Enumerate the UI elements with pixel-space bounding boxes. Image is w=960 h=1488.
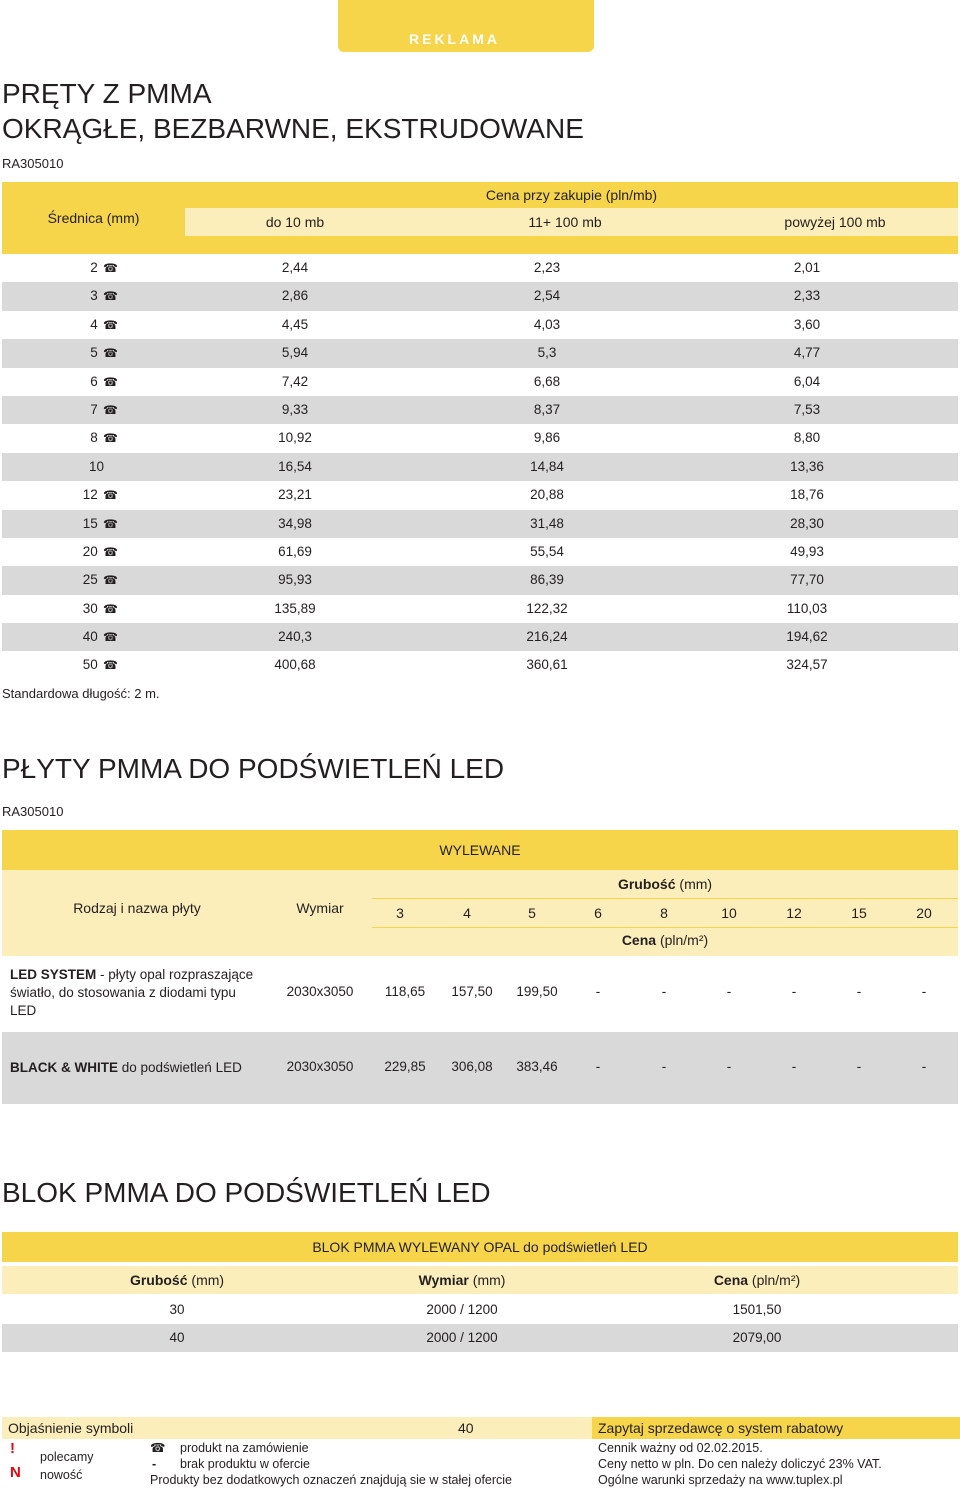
thickness-value: 10 [721,905,737,921]
thickness-value: 8 [660,905,668,921]
price-cell-value: 7,53 [793,401,821,417]
price-cell [762,623,852,651]
price-cell [762,424,852,452]
diameter-cell [2,566,118,594]
price-cell [502,481,592,509]
price-header-bold: Cena [621,932,657,948]
plate-price: 199,50 [516,984,558,999]
plate-price: 383,46 [516,1059,558,1074]
dimension-header: Wymiar [296,900,344,916]
banner-label: REKLAMA [409,31,500,47]
price-cell-value: 400,68 [274,657,316,673]
price-cell-value: 194,62 [786,629,828,645]
price-cell [250,453,340,481]
diameter-cell-value: 12 [82,487,98,503]
diameter-cell-value: 6 [90,373,98,389]
price-cell [250,368,340,396]
plate-price: 229,85 [384,1059,426,1074]
price-cell-value: 86,39 [530,572,564,588]
diameter-cell [2,481,118,509]
none-symbol: - [152,1457,157,1471]
phone-icon: ☎ [99,402,118,417]
plate-price: - [661,1059,667,1074]
price-cell [250,311,340,339]
price-cell-value: 110,03 [786,600,828,616]
block-price: 2079,00 [732,1330,782,1345]
none-label: brak produktu w ofercie [180,1457,310,1471]
diameter-cell [2,396,118,424]
price-cell [502,396,592,424]
block-dimension-header [382,1266,542,1294]
plate-price: 118,65 [384,984,426,999]
standard-offer-note: Produkty bez dodatkowych oznaczeń znajdują sie w stałej ofercie [150,1473,513,1487]
diameter-cell [2,453,104,481]
phone-icon: ☎ [99,374,118,389]
phone-icon: ☎ [99,573,118,588]
price-cell [762,311,852,339]
diameter-cell-value: 50 [82,657,98,673]
price-cell-value: 5,3 [537,345,557,361]
price-cell [502,453,592,481]
plate-price: - [856,984,862,999]
led-plates-table-header [2,870,958,956]
phone-icon: ☎ [150,1441,166,1455]
price-cell [502,311,592,339]
price-cell [502,424,592,452]
thickness-header-unit: (mm) [679,876,713,892]
net-prices-note: Ceny netto w pln. Do cen należy doliczyć 23% VAT. [598,1457,882,1471]
terms-note: Ogólne warunki sprzedaży na www.tuplex.pl [598,1473,843,1487]
price-cell-value: 2,33 [793,288,821,304]
block-dimension: 2000 / 1200 [426,1330,498,1345]
block-table-header [2,1266,958,1294]
diameter-cell-value: 25 [82,572,98,588]
price-cell-value: 20,88 [530,487,564,503]
price-cell-value: 4,03 [533,316,561,332]
price-cell [762,453,852,481]
block-thickness-header [102,1266,252,1294]
price-header: Cena przy zakupie (pln/mb) [485,187,658,203]
thickness-value: 12 [786,905,802,921]
price-cell [762,254,852,282]
diameter-cell-value: 10 [88,458,104,474]
price-cell-value: 2,01 [793,260,821,275]
diameter-cell [2,651,118,679]
price-cell-value: 7,42 [281,373,309,389]
block-thickness: 30 [169,1302,185,1317]
plate-price: - [595,984,601,999]
price-cell-value: 23,21 [278,487,312,503]
price-cell-value: 216,24 [526,629,568,645]
phone-icon: ☎ [99,317,118,332]
price-cell [502,510,592,538]
header-unit: (pln/m²) [748,1272,801,1288]
header-bold: Cena [713,1272,749,1288]
diameter-cell-value: 15 [82,515,98,531]
price-cell-value: 14,84 [530,458,564,474]
price-cell [762,282,852,310]
phone-icon: ☎ [99,261,118,275]
thickness-value: 4 [463,905,471,921]
price-cell-value: 4,45 [281,316,309,332]
table-row [2,566,958,594]
plate-name-desc: do podświetleń LED [118,1060,242,1075]
diameter-cell-value: 4 [90,316,98,332]
section3-title: BLOK PMMA DO PODŚWIETLEŃ LED [2,1177,491,1208]
diameter-cell-value: 2 [90,260,98,275]
thickness-value: 15 [851,905,867,921]
diameter-cell-value: 30 [82,600,98,616]
table-row [2,424,958,452]
on-order-label: produkt na zamówienie [180,1441,309,1455]
thickness-value: 3 [396,905,404,921]
thickness-value: 5 [528,905,536,921]
table-row [2,396,958,424]
standard-length-note: Standardowa długość: 2 m. [2,686,160,701]
diameter-cell-value: 40 [82,629,98,645]
price-cell [762,396,852,424]
col-header-2: 11+ 100 mb [528,214,602,230]
thickness-header-bold: Grubość [617,876,676,892]
table-row [2,481,958,509]
plate-type-header: Rodzaj i nazwa płyty [73,900,201,916]
price-cell-value: 18,76 [790,487,824,503]
phone-icon: ☎ [99,431,118,446]
phone-icon: ☎ [99,658,118,673]
plate-dimension: 2030x3050 [286,1059,354,1074]
table-row [2,956,958,1028]
plate-price: 157,50 [451,984,493,999]
price-cell-value: 3,60 [793,316,821,332]
diameter-cell [2,282,118,310]
plate-price: - [921,1059,927,1074]
table-row [2,254,958,282]
price-cell-value: 122,32 [526,600,568,616]
plate-name [10,966,260,1020]
table-row [2,311,958,339]
price-cell [250,282,340,310]
exclamation-icon: ! [10,1440,15,1457]
price-cell [250,538,340,566]
price-cell [762,538,852,566]
price-cell [762,651,852,679]
rebate-note: Zapytaj sprzedawcę o system rabatowy [592,1417,960,1439]
table-row [2,1324,958,1352]
diameter-cell [2,623,118,651]
table-row [2,368,958,396]
plate-name [10,1059,270,1077]
price-cell-value: 8,80 [793,430,821,446]
section2-code: RA305010 [2,804,64,819]
price-cell [502,595,592,623]
plate-name-bold: BLACK & WHITE [10,1060,118,1075]
block-thickness: 40 [169,1330,185,1345]
section1-code: RA305010 [2,156,64,171]
diameter-header: Średnica (mm) [47,210,140,226]
valid-date: Cennik ważny od 02.02.2015. [598,1441,763,1455]
price-cell [502,254,592,282]
plate-price: - [856,1059,862,1074]
price-cell [762,595,852,623]
price-cell [502,282,592,310]
table-row [2,651,958,679]
price-cell-value: 2,44 [281,260,309,275]
diameter-cell-value: 20 [82,543,98,559]
plate-price: - [661,984,667,999]
block-price: 1501,50 [732,1302,782,1317]
plate-dimension: 2030x3050 [286,984,354,999]
col-header-3: powyżej 100 mb [784,214,886,230]
price-cell [762,368,852,396]
price-cell-value: 77,70 [790,572,824,588]
col-header-1: do 10 mb [265,214,325,230]
price-cell-value: 13,36 [790,458,824,474]
block-price-header [682,1266,832,1294]
diameter-cell [2,254,118,282]
diameter-cell-value: 3 [90,288,98,304]
diameter-cell [2,424,118,452]
section1-title: PRĘTY Z PMMA [2,78,212,109]
price-cell [250,396,340,424]
price-cell [250,481,340,509]
price-cell [250,651,340,679]
price-cell-value: 2,54 [533,288,561,304]
table-row [2,510,958,538]
thickness-value: 20 [916,905,932,921]
page-number: 40 [458,1420,474,1436]
header-unit: (mm) [187,1272,225,1288]
price-cell [250,254,340,282]
plate-price: 306,08 [451,1059,493,1074]
phone-icon: ☎ [99,630,118,645]
price-cell [502,538,592,566]
price-cell [762,339,852,367]
price-cell [250,510,340,538]
price-cell [762,566,852,594]
plate-price: - [791,984,797,999]
price-cell [502,651,592,679]
table-row [2,282,958,310]
diameter-cell [2,311,118,339]
price-cell [250,623,340,651]
price-cell [250,566,340,594]
block-dimension: 2000 / 1200 [426,1302,498,1317]
diameter-cell-value: 5 [90,345,98,361]
price-cell-value: 9,33 [281,401,309,417]
phone-icon: ☎ [99,346,118,361]
header-bold: Wymiar [418,1272,469,1288]
price-cell-value: 324,57 [786,657,828,673]
table-row [2,623,958,651]
price-cell-value: 5,94 [281,345,309,361]
header-unit: (mm) [468,1272,506,1288]
phone-icon: ☎ [99,544,118,559]
price-cell-value: 6,68 [533,373,561,389]
price-cell-value: 61,69 [278,543,312,559]
diameter-cell [2,538,118,566]
price-cell [250,424,340,452]
price-cell-value: 49,93 [790,543,824,559]
price-cell-value: 16,54 [278,458,312,474]
section2-title: PŁYTY PMMA DO PODŚWIETLEŃ LED [2,753,505,784]
diameter-cell [2,339,118,367]
led-plates-group-header: WYLEWANE [2,830,958,870]
price-cell-value: 9,86 [533,430,561,446]
price-cell-value: 34,98 [278,515,312,531]
thickness-value: 6 [594,905,602,921]
price-cell [250,595,340,623]
price-cell-value: 360,61 [526,657,568,673]
rods-table-header [2,182,958,254]
legend-title: Objaśnienie symboli [8,1420,134,1436]
price-cell [762,510,852,538]
plate-price: - [791,1059,797,1074]
price-cell-value: 240,3 [278,629,312,645]
quantity-subheader [185,208,958,236]
price-header-unit: (pln/m²) [659,932,709,948]
advertisement-banner [338,0,594,52]
new-icon: N [10,1464,21,1481]
price-cell [762,481,852,509]
diameter-cell [2,510,118,538]
price-cell [502,368,592,396]
plate-price: - [726,984,732,999]
phone-icon: ☎ [99,601,118,616]
table-row [2,595,958,623]
diameter-cell [2,595,118,623]
plate-price: - [921,984,927,999]
diameter-cell [2,368,118,396]
phone-icon: ☎ [99,488,118,503]
price-cell [502,566,592,594]
price-cell-value: 31,48 [530,515,564,531]
table-row [2,538,958,566]
price-cell [250,339,340,367]
price-cell-value: 6,04 [793,373,821,389]
header-bold: Grubość [129,1272,188,1288]
plate-name-desc: - płyty opal rozpraszające światło, do stosowania z diodami typu LED [10,967,254,1018]
price-cell-value: 8,37 [533,401,561,417]
price-cell [502,623,592,651]
table-row [2,1296,958,1324]
price-cell-value: 95,93 [278,572,312,588]
section1-subtitle: OKRĄGŁE, BEZBARWNE, EKSTRUDOWANE [2,113,584,144]
new-label: nowość [40,1468,83,1482]
price-cell-value: 135,89 [274,600,316,616]
table-row [2,339,958,367]
price-cell-value: 4,77 [793,345,821,361]
recommend-label: polecamy [40,1450,94,1464]
price-cell-value: 10,92 [278,430,312,446]
block-group-header: BLOK PMMA WYLEWANY OPAL do podświetleń LED [2,1232,958,1262]
table-row [2,1032,958,1104]
recommend-symbol [10,1441,15,1457]
phone-icon: ☎ [99,516,118,531]
phone-icon: ☎ [99,289,118,304]
new-symbol [10,1465,21,1481]
diameter-cell-value: 7 [90,401,98,417]
price-cell [502,339,592,367]
price-cell-value: 55,54 [530,543,564,559]
table-row [2,453,958,481]
plate-price: - [726,1059,732,1074]
diameter-cell-value: 8 [90,430,98,446]
rods-table-body [2,254,958,680]
price-cell-value: 2,23 [533,260,561,275]
footer-bar [2,1417,958,1439]
price-unit-header [372,932,958,948]
plate-price: - [595,1059,601,1074]
plate-name-bold: LED SYSTEM [10,967,97,982]
price-cell-value: 28,30 [790,515,824,531]
price-cell-value: 2,86 [281,288,309,304]
